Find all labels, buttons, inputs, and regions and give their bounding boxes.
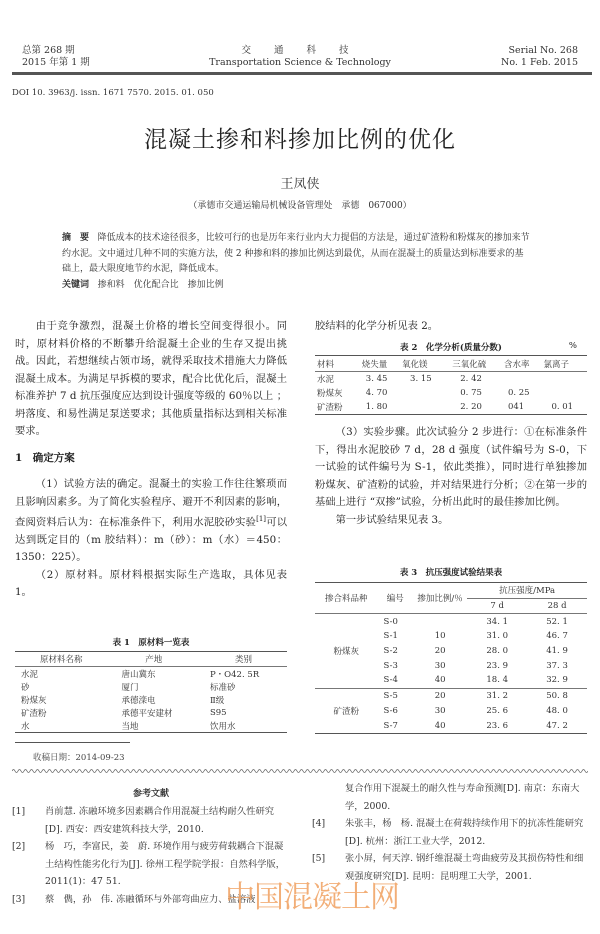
table3-cell: S-0	[383, 616, 398, 627]
table3-cell: 34. 1	[486, 616, 509, 627]
table1-caption: 表 1 原材料一览表	[112, 638, 190, 648]
method-text: （1）试验方法的确定。混凝土的实验工作往往繁琐而且影响因素多。为了简化实验程序、避开不利因素的影响，查阅资料后认为：在标准条件下，利用水泥胶砂实验	[15, 478, 287, 529]
table2-cell: 0. 01	[551, 402, 574, 412]
table3-header-id: 编号	[378, 583, 413, 614]
reference-text: 张小屏，何天淳. 钢纤维混凝土弯曲疲劳及其损伤特性和细观强度研究[D]. 昆明：昆明理工大学，2001.	[345, 853, 584, 882]
table2-header-row	[315, 356, 587, 372]
reference-item-cont	[312, 780, 588, 815]
table1-cell: P・O42. 5R	[209, 669, 260, 680]
left-column-body	[15, 318, 287, 602]
table3-cell: S-5	[378, 688, 413, 703]
table1-cell: 水泥	[21, 669, 39, 680]
table2-cell: 1. 80	[365, 402, 388, 412]
paragraph-results: 第一步试验结果见表 3。	[335, 513, 449, 526]
table3-cell: 31. 0	[486, 631, 509, 642]
table3-cell: 28. 0	[486, 646, 509, 657]
reference-text: 蔡 儁，孙 伟. 冻融循环与外部弯曲应力、盐溶液	[45, 893, 256, 905]
reference-text: 杨 巧，李富民，姜 蔚. 环境作用与疲劳荷载耦合下混凝土结构性能劣化行为[J]. 徐州工程学院学报：自然科学版，2011(1)：47 51.	[45, 841, 286, 887]
right-column-body	[315, 424, 587, 529]
table3-cell: 20	[434, 646, 446, 657]
reference-number: [4]	[312, 818, 326, 829]
serial-issue-cn: 总第 268 期	[22, 45, 75, 56]
table2-header: 烧失量	[356, 356, 402, 372]
abstract	[62, 231, 532, 293]
table3-cell: 30	[434, 705, 446, 716]
table2-cell	[543, 372, 587, 387]
keywords	[62, 278, 532, 294]
references-heading: 参考文献	[132, 789, 169, 799]
table3-cell: S-4	[383, 675, 398, 686]
table2-cell	[402, 400, 448, 415]
table2-cell	[500, 372, 544, 387]
table2-cell: 2. 42	[460, 374, 482, 384]
watermark-logo: 中国混凝土网	[225, 880, 399, 915]
table3-cell: 23. 9	[486, 660, 509, 671]
reference-item	[312, 815, 588, 850]
reference-text: 复合作用下混凝土的耐久性与寿命预测[D]. 南京：东南大学，2000.	[345, 783, 580, 812]
table1-cell: 水	[21, 721, 30, 732]
table2-cell: 粉煤灰	[317, 389, 343, 399]
table2-chemical-analysis	[315, 355, 587, 415]
table3-cell: 52. 1	[546, 616, 568, 627]
table2-caption-text: 表 2 化学分析(质量分数)	[400, 343, 502, 353]
table3-caption: 表 3 抗压强度试验结果表	[399, 568, 503, 578]
table3-row	[315, 688, 587, 703]
table1-cell: S95	[209, 707, 227, 718]
abstract-body	[62, 231, 532, 278]
table3-cell: 25. 6	[486, 705, 509, 716]
table2-cell: 041	[507, 402, 525, 412]
reference-number: [5]	[312, 853, 326, 864]
serial-no-en: Serial No. 268	[508, 45, 578, 56]
table3-cell	[413, 614, 467, 629]
table1-cell: 当地	[121, 721, 139, 732]
table1-row	[15, 719, 287, 733]
table1-cell: 矿渣粉	[21, 708, 47, 719]
table3-cell: S-7	[383, 720, 398, 731]
table1-cell: 厦门	[121, 682, 139, 693]
table3-header-material: 掺合料品种	[315, 583, 378, 614]
reference-item	[12, 803, 288, 838]
table1-cell: 承德平安建材	[121, 708, 173, 719]
footnote-rule	[15, 742, 130, 743]
reference-text: 朱张丰，杨 杨. 混凝土在荷载持续作用下的抗冻性能研究[D]. 杭州：浙江工业大学，2012.	[345, 818, 584, 847]
table3-cell: 23. 6	[486, 720, 509, 731]
table2-cell: 2. 20	[460, 402, 482, 412]
table3-header-28d: 28 d	[527, 598, 587, 614]
table3-group-name: 矿渣粉	[315, 688, 378, 733]
journal-name-en: Transportation Science & Technology	[209, 57, 391, 68]
table2-cell: 水泥	[317, 375, 335, 385]
keywords-label: 关键词	[62, 279, 90, 290]
paragraph-method	[15, 476, 287, 567]
method-text-cont: 可以达到既定目的（m 胶结料）：m（砂）：m（水）＝450：1350：225）。	[15, 516, 288, 564]
table3-cell: 31. 2	[467, 688, 527, 703]
table1-cell: 粉煤灰	[21, 695, 47, 706]
table1-cell: 饮用水	[209, 721, 236, 732]
reference-text: 肖前慧. 冻融环境多因素耦合作用混凝土结构耐久性研究[D]. 西安：西安建筑科技大学，2010.	[45, 806, 275, 835]
table3-header-row	[315, 583, 587, 599]
table1-cell: 砂	[21, 682, 30, 693]
wavy-separator	[12, 768, 588, 774]
table2-caption	[315, 341, 587, 353]
table3-cell: 40	[434, 720, 446, 731]
table3-cell: 30	[434, 660, 446, 671]
table1-row	[15, 693, 287, 706]
table1-row	[15, 667, 287, 681]
reference-number: [1]	[12, 806, 26, 817]
abstract-text: 降低成本的技术途径很多，比较可行的也是历年来行业内大力提倡的方法是，通过矿渣粉和粉煤灰的掺加来节约水泥。文中通过几种不同的实施方法，使 2 种掺和料的掺加比例达到最优，从而在混凝土的质量达到标准要求的基础上，最大限度地节约水泥，降低成本。	[62, 233, 530, 274]
references-right	[312, 780, 588, 885]
table2-cell	[402, 386, 448, 400]
received-date: 收稿日期：2014-09-23	[33, 753, 125, 763]
table2-cell: 3. 45	[365, 374, 388, 384]
table3-cell: 20	[413, 688, 467, 703]
table2-row	[315, 386, 587, 400]
table2-header: 氯离子	[543, 356, 587, 372]
table2-header: 含水率	[500, 356, 544, 372]
article-title: 混凝土掺和料掺加比例的优化	[144, 127, 456, 153]
table3-cell: S-2	[383, 646, 398, 657]
table3-cell: 37. 3	[546, 660, 568, 671]
table2-header: 氧化镁	[402, 356, 448, 372]
reference-number: [3]	[12, 893, 26, 905]
table3-cell: S-3	[383, 660, 398, 671]
header-rule	[12, 72, 592, 75]
table2-cell: 3. 15	[410, 374, 432, 384]
keywords-text: 掺和料 优化配合比 掺加比例	[97, 279, 224, 290]
table1-cell: 标准砂	[209, 682, 236, 693]
author: 王凤侠	[280, 177, 320, 192]
affiliation: （承德市交通运输局机械设备管理处 承德 067000）	[188, 201, 412, 211]
table1-header: 原材料名称	[15, 652, 107, 667]
table2-header: 三氧化硫	[448, 356, 500, 372]
table3-cell: 46. 7	[546, 631, 568, 642]
table3-header-ratio: 掺加比例/％	[413, 583, 467, 614]
table3-header-7d: 7 d	[467, 598, 527, 614]
table3-group-name: 粉煤灰	[333, 647, 360, 658]
table3-cell: 18. 4	[486, 675, 509, 686]
journal-name-cn: 交 通 科 技	[241, 45, 359, 56]
abstract-label: 摘 要	[62, 233, 90, 243]
table3-header-strength: 抗压强度/MPa	[467, 583, 587, 599]
table2-cell: 矿渣粉	[317, 403, 343, 413]
table3-cell: 32. 9	[546, 675, 568, 686]
table3-row	[315, 614, 587, 629]
table3-cell: 41. 9	[546, 646, 568, 657]
table2-row	[315, 400, 587, 415]
table2-unit: %	[568, 341, 577, 351]
table2-cell: 0. 25	[507, 388, 530, 398]
table3-cell: S-6	[383, 705, 398, 716]
section-heading-1: 1 确定方案	[15, 451, 75, 464]
table2-cell: 4. 70	[365, 388, 388, 398]
table2-header: 材料	[315, 356, 356, 372]
paragraph-materials-cont: 胶结料的化学分析见表 2。	[315, 320, 439, 332]
table3-cell: 50. 8	[527, 688, 587, 703]
year-issue-cn: 2015 年第 1 期	[22, 57, 90, 68]
table3-cell: S-1	[383, 631, 398, 642]
table3-cell: 48. 0	[546, 705, 568, 716]
table2-cell	[543, 386, 587, 400]
reference-number: [2]	[12, 841, 26, 852]
table3-cell: 10	[434, 631, 446, 642]
paragraph-steps: （3）实验步骤。此次试验分 2 步进行：①在标准条件下，得出水泥胶砂 7 d，28 d 强度（试件编号为 S-0，下一试验的试件编号为 S-1，依此类推），同时进行单独掺加粉煤灰、矿渣粉的试验，并对结果进行分析；②在第一步的基础上进行 “双掺”试验，分析出此时的最佳掺加比例。	[315, 426, 587, 508]
issue-date-en: No. 1 Feb. 2015	[501, 57, 578, 68]
table1-row	[15, 680, 287, 693]
table1-cell: 承德滦电	[121, 695, 156, 706]
table3-compressive-strength	[315, 582, 587, 734]
paragraph-materials: （2）原材料。原材料根据实际生产选取，具体见表 1。	[15, 568, 287, 599]
doi: DOI 10. 3963/j. issn. 1671 7570. 2015. 01. 050	[12, 88, 214, 98]
table1-raw-materials	[15, 651, 287, 733]
table1-cell: Ⅱ级	[209, 695, 225, 706]
table2-row	[315, 372, 587, 387]
table1-header-row	[15, 652, 287, 667]
table1-row	[15, 706, 287, 719]
citation-1[interactable]: [1]	[256, 515, 267, 523]
table3-cell: 40	[434, 675, 446, 686]
table1-cell: 唐山冀东	[121, 669, 156, 680]
table1-header: 产地	[107, 652, 199, 667]
table2-cell: 0. 75	[460, 388, 482, 398]
table1-header: 类别	[200, 652, 287, 667]
intro-paragraph: 由于竞争激烈，混凝土价格的增长空间变得很小。同时，原材料价格的不断攀升给混凝土企业的生存又提出挑战。因此，若想继续占领市场，就得采取技术措施大力降低混凝土成本。为满足早拆模的要求，配合比优化后，混凝土标准养护 7 d 抗压强度应达到设计强度等级的 60％以上 ；坍落度、和易性满足泵送要求；其他质量指标达到相关标准要求。	[15, 320, 287, 437]
table3-cell: 47. 2	[546, 720, 568, 731]
issue-info-en	[501, 45, 578, 69]
